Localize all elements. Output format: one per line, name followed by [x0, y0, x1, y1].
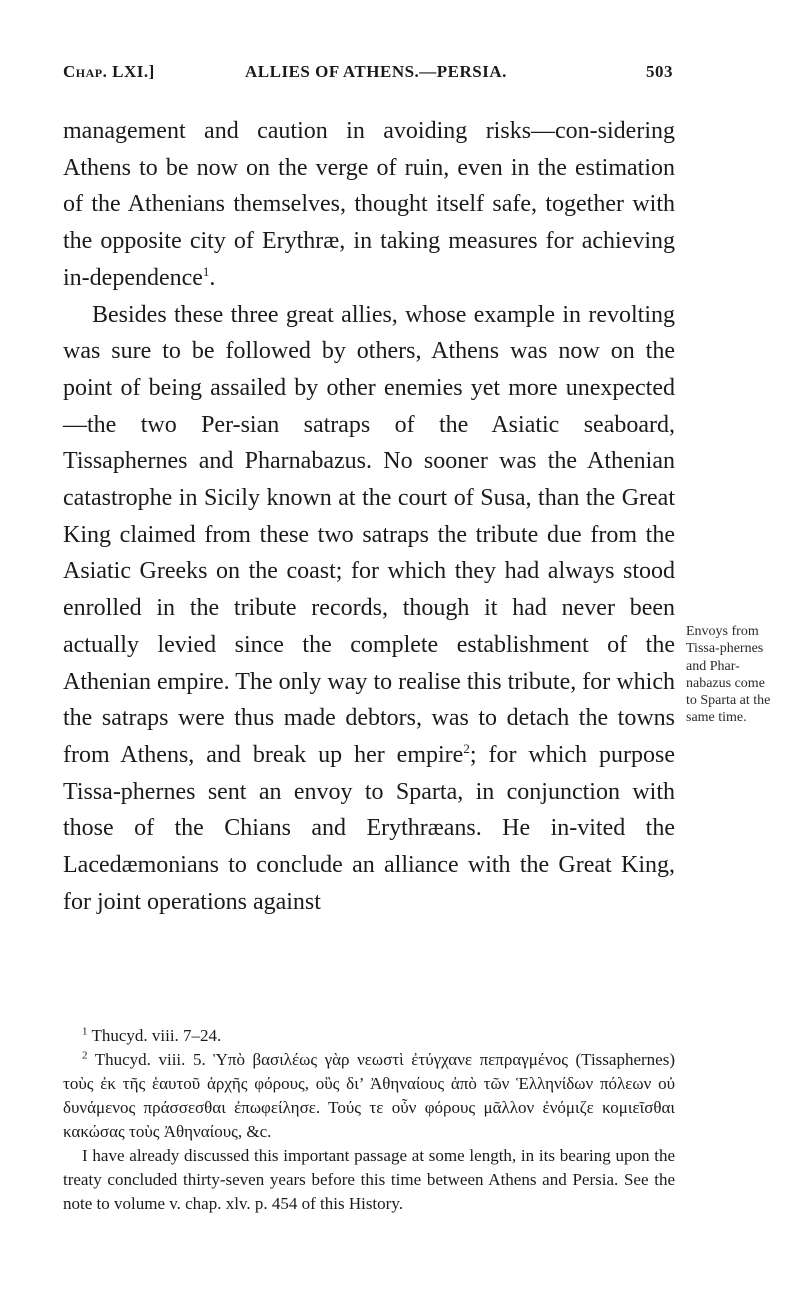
running-title: ALLIES OF ATHENS.—PERSIA.	[245, 62, 507, 81]
paragraph	[63, 297, 675, 921]
footnote-text: Thucyd. viii. 5. Ὑπὸ βασιλέως γὰρ νεωστὶ ἐτύγχανε πεπραγμένος (Tissaphernes) τοὺς ἐκ τῆς ἑαυτοῦ ἀρχῆς φόρους, οὓς δι’ Ἀθηναίους ἀπὸ τῶν Ἑλληνίδων πόλεων οὐ δυνάμενος πράσσεσθαι ἐπωφείλησε. Τούς τε οὖν φόρους μᾶλλον ἐνόμιζε κομιεῖσθαι κακώσας τοὺς Ἀθηναίους, &c.	[63, 1050, 675, 1141]
footnote-continuation: I have already discussed this important passage at some length, in its bearing upon the treaty concluded thirty-seven years before this time between Athens and Persia. See the note to volume v. chap. xlv. p. 454 of this History.	[63, 1146, 675, 1213]
footnote-text: Thucyd. viii. 7–24.	[91, 1026, 222, 1045]
paragraph	[63, 113, 675, 297]
page-number: 503	[646, 62, 673, 81]
footnote-ref: 1	[202, 263, 210, 279]
chapter-label: Chap. LXI.]	[63, 62, 155, 81]
footnote-ref: 2	[463, 740, 470, 756]
paragraph-text: Besides these three great allies, whose example in revolting was sure to be followed by others, Athens was now on the point of being assailed by other enemies yet more unexpected—the two Per-sian satraps of the Asiatic seaboard, Tissaphernes and Pharnabazus. No sooner was the Athenian catastrophe in Sicily known at the court of Susa, than the Great King claimed from these two satraps the tribute due from the Asiatic Greeks on the coast; for which they had always stood enrolled in the tribute records, though it had never been actually levied since the complete establishment of the Athenian empire. The only way to realise this tribute, for which the satraps were thus made debtors, was to detach the towns from Athens, and break up her empire	[63, 301, 675, 768]
footnotes	[63, 1024, 675, 1216]
paragraph-text: management and caution in avoiding risks—con-sidering Athens to be now on the verge of ruin, even in the estimation of the Athenians themselves, thought itself safe, together with the opposite city of Erythræ, in taking measures for achieving in-dependence	[63, 118, 675, 291]
paragraph-text-continued: ; for which purpose Tissa-phernes sent an envoy to Sparta, in conjunction with those of the Chians and Erythræans. He in-vited the Lacedæmonians to conclude an alliance with the Great King, for joint operations against	[63, 741, 676, 915]
footnote-mark: 1	[82, 1025, 88, 1038]
marginal-note: Envoys from Tissa-phernes and Phar-nabazus come to Sparta at the same time.	[686, 624, 771, 726]
footnote	[63, 1024, 675, 1048]
footnote-mark: 2	[82, 1049, 88, 1062]
paragraph-end: .	[209, 264, 216, 291]
footnote	[63, 1048, 675, 1144]
running-header	[63, 62, 673, 88]
main-text	[63, 113, 675, 920]
